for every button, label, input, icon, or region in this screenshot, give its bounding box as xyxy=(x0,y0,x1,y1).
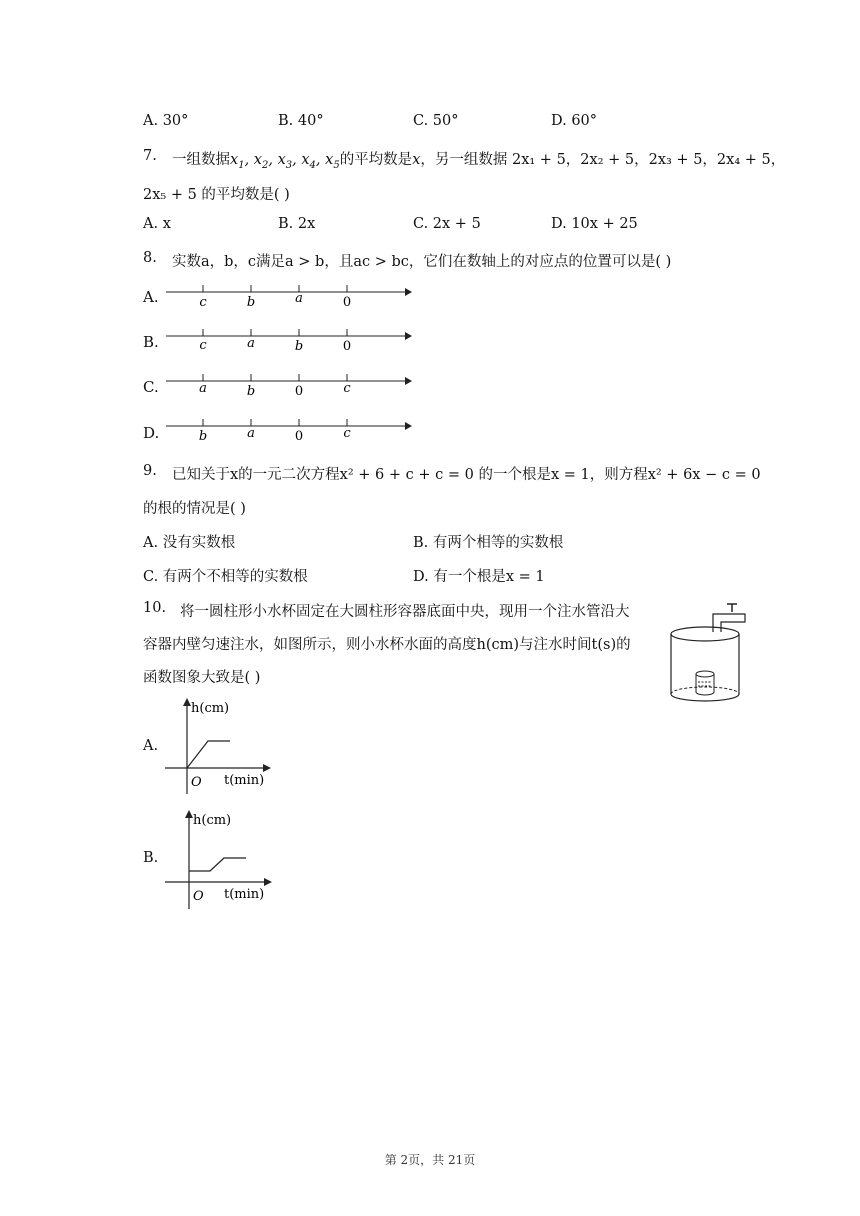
q8-option-d-numberline xyxy=(160,417,420,447)
q10-line1: 将一圆柱形小水杯固定在大圆柱形容器底面中央，现用一个注水管沿大 xyxy=(180,604,630,620)
q8a-point-3: a xyxy=(295,291,303,306)
q10-number: 10. xyxy=(143,600,167,616)
q9-line1: 已知关于x的一元二次方程x² + 6 + c + c = 0 的一个根是x = 1，则方程x² + 6x − c = 0 xyxy=(172,467,761,483)
q8c-point-3: 0 xyxy=(294,384,304,399)
q7-line1: 一组数据$x_1$, $x_2$, $x_3$, $x_4$, $x_5$的平均数是x，另一组数据 2x₁ + 5，2x₂ + 5，2x₃ + 5，2x₄ + 5， xyxy=(172,152,786,171)
q8b-point-3: b xyxy=(294,339,304,354)
q8-option-a-label: A. xyxy=(143,288,159,306)
q9-option-d: D. 有一个根是x = 1 xyxy=(413,569,545,585)
q8d-point-3: 0 xyxy=(294,429,304,444)
q9-line2: 的根的情况是( ) xyxy=(143,501,246,517)
graph-a-xlabel: t(min) xyxy=(224,773,265,788)
q9-number: 9. xyxy=(143,463,157,479)
q10-option-b-label: B. xyxy=(143,850,159,866)
q8-option-b-label: B. xyxy=(143,333,159,351)
q7-option-a: A. x xyxy=(143,216,171,232)
q8c-point-2: b xyxy=(246,384,256,399)
q6-option-c: C. 50° xyxy=(413,113,459,129)
graph-a-ylabel: h(cm) xyxy=(191,701,230,716)
q8a-point-2: b xyxy=(246,295,256,310)
q8a-point-4: 0 xyxy=(342,295,352,310)
q8d-point-1: b xyxy=(198,429,208,444)
q8-number: 8. xyxy=(143,250,157,266)
q7-option-d: D. 10x + 25 xyxy=(551,216,638,232)
q7-option-c: C. 2x + 5 xyxy=(413,216,481,232)
q8c-point-4: c xyxy=(343,381,351,396)
q10-line3: 函数图象大致是( ) xyxy=(143,670,261,686)
q6-option-d: D. 60° xyxy=(551,113,598,129)
q8b-point-1: c xyxy=(199,338,207,353)
water-container-illustration xyxy=(665,598,755,706)
graph-b-ylabel: h(cm) xyxy=(193,813,232,828)
q8-option-b-numberline xyxy=(160,327,420,357)
q10-option-a-graph xyxy=(160,694,280,798)
q6-option-b: B. 40° xyxy=(278,113,324,129)
q8-text: 实数a，b，c满足a > b，且ac > bc，它们在数轴上的对应点的位置可以是( ) xyxy=(172,254,672,270)
graph-b-xlabel: t(min) xyxy=(224,887,265,902)
q8-option-d-label: D. xyxy=(143,424,160,442)
page-footer: 第 2页，共 21页 xyxy=(384,1153,476,1167)
q8d-point-4: c xyxy=(343,426,351,441)
q10-line2: 容器内壁匀速注水，如图所示，则小水杯水面的高度h(cm)与注水时间t(s)的 xyxy=(143,637,631,653)
graph-a-origin: O xyxy=(191,775,202,790)
graph-b-origin: O xyxy=(193,889,204,904)
q8-option-c-label: C. xyxy=(143,378,159,396)
q10-option-a-label: A. xyxy=(143,738,159,754)
q7-number: 7. xyxy=(143,148,157,164)
q8c-point-1: a xyxy=(199,381,207,396)
q8d-point-2: a xyxy=(247,426,255,441)
q8-option-c-numberline xyxy=(160,372,420,402)
graph-b-line xyxy=(189,858,246,871)
q7-option-b: B. 2x xyxy=(278,216,316,232)
q8b-point-4: 0 xyxy=(342,339,352,354)
q8a-point-1: c xyxy=(199,295,207,310)
q7-line2: 2x₅ + 5 的平均数是( ) xyxy=(143,187,290,203)
q9-option-c: C. 有两个不相等的实数根 xyxy=(143,569,308,585)
q8-option-a-numberline xyxy=(160,283,420,313)
q6-option-a: A. 30° xyxy=(143,113,189,129)
graph-a-line xyxy=(187,741,230,768)
q8b-point-2: a xyxy=(247,336,255,351)
q9-option-b: B. 有两个相等的实数根 xyxy=(413,535,564,551)
q9-option-a: A. 没有实数根 xyxy=(143,535,236,551)
q10-option-b-graph xyxy=(160,806,280,912)
